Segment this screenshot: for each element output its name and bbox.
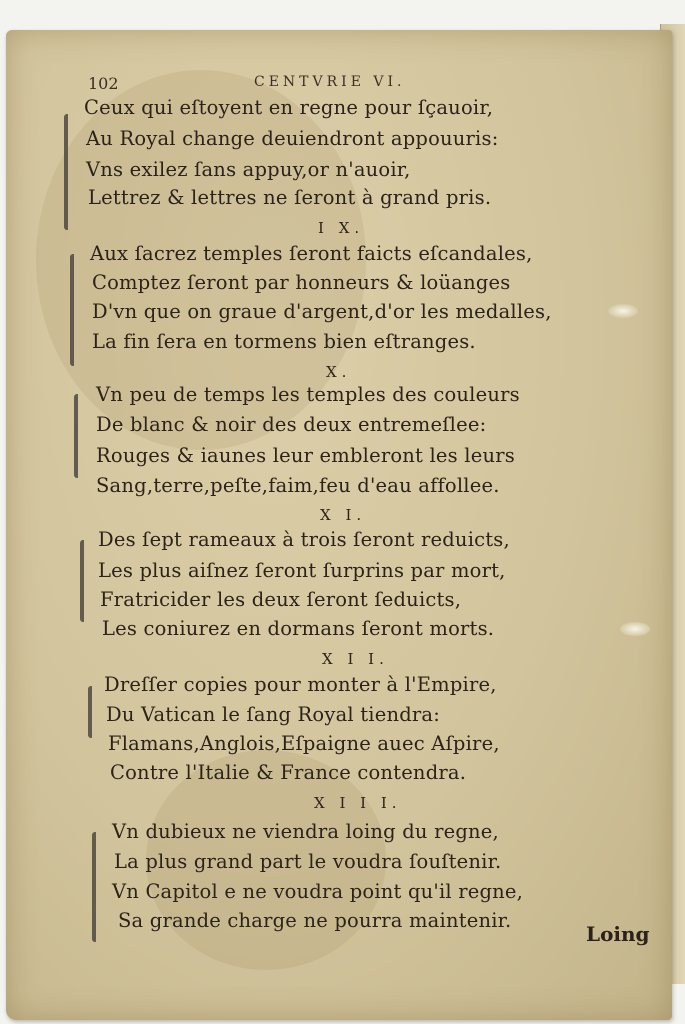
verse-line: Rouges & iaunes leur embleront les leurs [96, 444, 515, 467]
verse-line: Dreſſer copies pour monter à l'Empire, [104, 673, 497, 696]
page-number: 102 [88, 74, 119, 93]
margin-bracket-mark [64, 114, 75, 230]
verse-line: Lettrez & lettres ne ſeront à grand pris. [88, 186, 492, 209]
verse-line: Du Vatican le ſang Royal tiendra: [106, 703, 441, 726]
verse-line: Aux ſacrez temples ſeront faicts eſcandales, [90, 242, 533, 265]
verse-line: Vn dubieux ne viendra loing du regne, [112, 820, 499, 843]
verse-line: La plus grand part le voudra ſouſtenir. [114, 850, 502, 873]
verse-line: Comptez ſeront par honneurs & loüanges [92, 271, 511, 294]
verse-line: Au Royal change deuiendront appouuris: [86, 127, 499, 150]
verse-line: Sa grande charge ne pourra maintenir. [118, 909, 512, 932]
verse-line: Sang,terre,peſte,faim,feu d'eau affollee. [96, 474, 500, 497]
verse-line: Flamans,Anglois,Eſpaigne auec Aſpire, [108, 732, 500, 755]
running-head: CENTVRIE VI. [254, 74, 406, 90]
margin-bracket-mark [92, 832, 103, 942]
margin-bracket-mark [70, 254, 81, 366]
verse-line: D'vn que on graue d'argent,d'or les medalles, [92, 300, 552, 323]
verse-line: Les coniurez en dormans ſeront morts. [102, 617, 495, 640]
margin-bracket-mark [88, 686, 99, 738]
verse-line: Contre l'Italie & France contendra. [110, 761, 467, 784]
verse-line: Ceux qui eſtoyent en regne pour ſçauoir, [84, 96, 494, 119]
verse-line: Vn peu de temps les temples des couleurs [96, 383, 520, 406]
margin-bracket-mark [80, 540, 91, 622]
verse-line: Des ſept rameaux à trois ſeront reduicts, [98, 528, 510, 551]
verse-line: La fin ſera en tormens bien eſtranges. [92, 330, 476, 353]
quatrain-number: X I I I. [314, 794, 402, 812]
verse-line: Vn Capitol e ne voudra point qu'il regne, [112, 880, 524, 903]
verse-line: De blanc & noir des deux entremeſlee: [96, 413, 487, 436]
verse-line: Fratricider les deux ſeront ſeduicts, [100, 588, 462, 611]
verse-line: Vns exilez ſans appuy,or n'auoir, [86, 158, 411, 181]
verse-line: Les plus aiſnez ſeront ſurprins par mort, [98, 559, 506, 582]
quatrain-number: X I. [320, 506, 367, 524]
catchword: Loing [586, 922, 650, 946]
margin-bracket-mark [74, 394, 85, 478]
quatrain-number: X I I. [322, 650, 389, 668]
quatrain-number: I X. [318, 219, 365, 237]
quatrain-number: X. [326, 363, 352, 381]
